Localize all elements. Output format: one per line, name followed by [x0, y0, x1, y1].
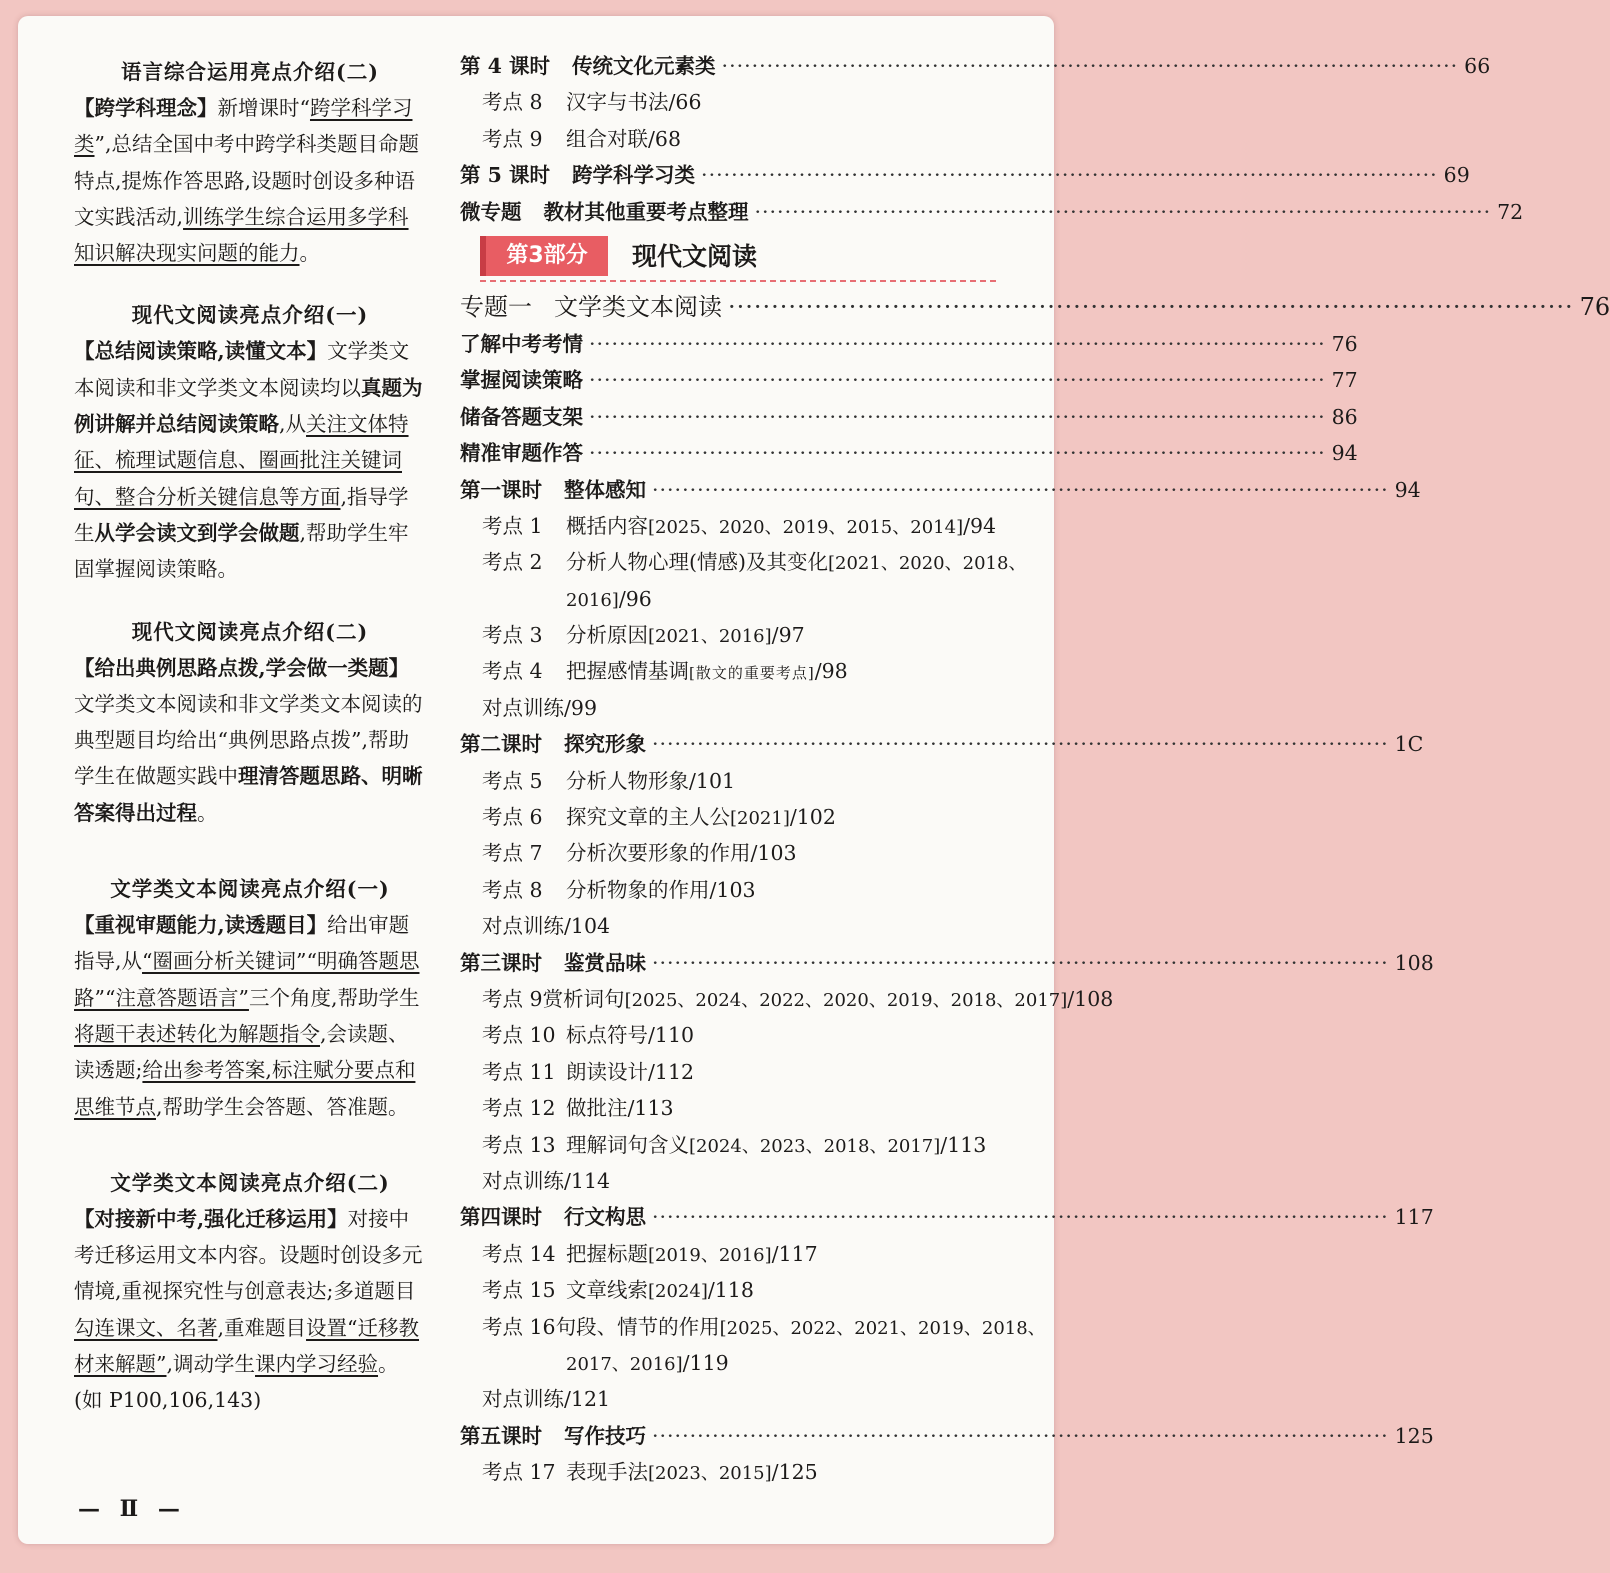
paragraph-text: 理清答题思路、明晰答案得出过程: [74, 764, 423, 825]
toc-kaodian: 考点 15: [482, 1278, 556, 1303]
toc-kaodian: 考点 11: [482, 1059, 556, 1084]
highlights-column: [74, 54, 426, 1419]
toc-item-page: /113: [940, 1132, 987, 1157]
toc-label: [460, 399, 583, 435]
toc-item-title: 分析物象的作用/103: [566, 877, 756, 902]
toc-years: [2019、2016]: [648, 1244, 772, 1266]
toc-entry: [460, 194, 1524, 230]
paragraph-text: 设置“迁移教材来解题”: [74, 1315, 420, 1377]
toc-item-page: /94: [963, 513, 997, 538]
toc-lesson: 第五课时: [460, 1423, 542, 1448]
toc-topic: 教材其他重要考点整理: [543, 199, 749, 224]
toc-item-page: /117: [771, 1241, 818, 1266]
toc-label: [460, 326, 583, 362]
toc-subentry: [460, 799, 1030, 835]
toc-topic: 写作技巧: [564, 1423, 646, 1448]
toc-subentry: [460, 1454, 1030, 1490]
toc-years: 2017、2016]: [566, 1353, 683, 1375]
toc-item-title: 句段、情节的作用: [555, 1314, 720, 1339]
toc-label: [460, 945, 646, 981]
toc-kaodian: 考点 14: [482, 1241, 556, 1266]
toc-item-page: /108: [1067, 986, 1114, 1011]
toc-years: [2025、2024、2022、2020、2019、2018、2017]: [624, 989, 1068, 1011]
toc-item-title: 文章线索: [566, 1278, 648, 1303]
toc-page-number: 125: [1394, 1423, 1434, 1448]
toc-page-number: 1C: [1394, 732, 1424, 757]
paragraph-text: 关注文体特征、梳理试题信息、圈画批注关键词句、整合分析关键信息等方面: [74, 412, 409, 509]
toc-page-number: 94: [1331, 441, 1358, 466]
paragraph-text: 给出审题指导,从: [74, 913, 410, 974]
toc-subentry: [460, 690, 1030, 726]
toc-subentry: [460, 617, 1030, 653]
toc-subentry: [460, 1054, 1030, 1090]
toc-kaodian: 考点 10: [482, 1023, 556, 1048]
toc-subentry: [460, 121, 1030, 157]
toc-top-list: [460, 48, 1524, 230]
toc-kaodian: 考点 4: [482, 659, 543, 684]
toc-entry: [460, 945, 1434, 981]
toc-kaodian: 考点 12: [482, 1096, 556, 1121]
dot-leader: [589, 435, 1326, 471]
toc-item-title: 分析人物心理(情感)及其变化: [566, 550, 828, 575]
paragraph-text: ,帮助学生会答题、答准题。: [156, 1094, 409, 1119]
table-of-contents: [460, 48, 1610, 1490]
toc-subentry: [460, 653, 1030, 689]
paragraph-text: 跨学科学习类: [74, 96, 413, 157]
section-title: 现代文阅读亮点介绍(二): [131, 619, 369, 644]
toc-label: [460, 288, 722, 326]
toc-subentry: [460, 1381, 1030, 1417]
paragraph-text: 。: [197, 800, 218, 825]
toc-lesson: 第二课时: [460, 732, 542, 757]
paragraph-text: 文学类文本阅读和非文学类文本阅读均以: [74, 339, 410, 400]
toc-topic: 行文构思: [564, 1205, 646, 1230]
paragraph-text: 【跨学科理念】: [74, 96, 218, 120]
toc-kaodian: 考点 8: [482, 877, 543, 902]
section-title: 文学类文本阅读亮点介绍(一): [110, 877, 390, 902]
toc-years: 2016]: [566, 589, 619, 611]
toc-topic: 整体感知: [564, 477, 646, 502]
toc-item-page: /125: [771, 1460, 818, 1485]
toc-kaodian: 考点 13: [482, 1132, 556, 1157]
paragraph-text: 。(如 P100,106,143): [74, 1352, 399, 1413]
toc-kaodian: 考点 17: [482, 1460, 556, 1485]
paragraph-text: ,调动学生: [166, 1352, 256, 1377]
dot-leader: [652, 1418, 1389, 1454]
toc-item-title: 朗读设计/112: [566, 1059, 695, 1084]
paragraph-text: ,会读题、读透题;: [74, 1021, 409, 1083]
toc-item-title: 汉字与书法/66: [566, 90, 702, 115]
toc-subentry: [460, 1017, 1030, 1053]
toc-subentry: [460, 581, 1030, 617]
dot-leader: [722, 48, 1459, 84]
paragraph-text: 将题干表述转化为解题指令: [74, 1021, 320, 1046]
toc-page-number: 69: [1443, 163, 1470, 188]
toc-entry: [460, 726, 1424, 762]
toc-topic: 探究形象: [564, 732, 646, 757]
toc-item-title: 赏析词句: [542, 986, 625, 1011]
toc-entry: [460, 362, 1358, 398]
toc-lesson: 第四课时: [460, 1205, 542, 1230]
toc-kaodian: 考点 2: [482, 550, 543, 575]
toc-subentry: [460, 1272, 1030, 1308]
toc-item-title: 把握感情基调: [566, 659, 689, 684]
toc-kaodian: 考点 5: [482, 768, 543, 793]
toc-item-title: 表现手法: [566, 1460, 648, 1485]
toc-years: [2021、2020、2018、: [828, 553, 1027, 575]
toc-item-title: 对点训练/104: [482, 914, 611, 939]
toc-kaodian: 考点 8: [482, 90, 543, 115]
paragraph-text: 给出参考答案,标注赋分要点和思维节点: [74, 1058, 416, 1119]
paragraph-text: 【给出典例思路点拨,学会做一类题】: [74, 655, 410, 680]
section-paragraph: [74, 907, 426, 1125]
toc-page-number: 76: [1331, 331, 1358, 356]
toc-kaodian: 考点 3: [482, 623, 543, 648]
toc-years: [2024、2023、2018、2017]: [689, 1135, 941, 1157]
toc-entry: [460, 472, 1421, 508]
toc-subentry: [460, 1345, 1030, 1381]
paragraph-text: ,重难题目: [217, 1315, 307, 1340]
toc-page-number: 86: [1331, 404, 1358, 429]
dot-leader: [589, 399, 1326, 435]
paragraph-text: 勾连课文、名著: [74, 1315, 218, 1340]
toc-topic: 传统文化元素类: [572, 54, 716, 78]
paragraph-text: 文学类文本阅读和非文学类文本阅读的典型题目均给出“典例思路点拨”,帮助学生在做题实践中: [74, 691, 423, 789]
paragraph-text: 对接中考迁移运用文本内容。设题时创设多元情境,重视探究性与创意表达;多道题目: [74, 1206, 423, 1304]
toc-lesson: 第三课时: [460, 950, 542, 975]
toc-subentry: [460, 1090, 1030, 1126]
toc-item-title: 理解词句含义: [566, 1132, 689, 1157]
dot-leader: [589, 362, 1326, 398]
dot-leader: [652, 1199, 1389, 1235]
toc-subentry: [460, 981, 1114, 1017]
toc-label: [460, 435, 583, 471]
toc-item-title: 做批注/113: [566, 1096, 674, 1121]
toc-lesson: 精准审题作答: [460, 441, 583, 466]
section-paragraph: [74, 650, 426, 831]
toc-page-number: 72: [1497, 199, 1524, 224]
paragraph-text: ,从: [279, 412, 307, 437]
toc-page-number: 76: [1579, 292, 1610, 321]
toc-subentry: [460, 872, 1030, 908]
toc-item-title: 分析人物形象/101: [566, 768, 736, 793]
toc-subentry: [460, 1309, 1046, 1345]
toc-item-page: /119: [682, 1350, 729, 1375]
toc-subentry: [460, 1163, 1030, 1199]
dot-leader: [589, 326, 1326, 362]
paragraph-text: 【重视审题能力,读透题目】: [74, 913, 328, 938]
toc-item-title: 对点训练/114: [482, 1168, 611, 1193]
toc-lesson: 专题一: [460, 292, 532, 321]
toc-page-number: 108: [1394, 950, 1434, 975]
document-page: [18, 16, 1610, 1544]
toc-lesson: 储备答题支架: [460, 404, 583, 429]
toc-item-page: /118: [707, 1278, 754, 1303]
section-title: 现代文阅读亮点介绍(一): [131, 303, 369, 328]
toc-years: [2025、2022、2021、2019、2018、: [719, 1317, 1046, 1339]
toc-item-title: 组合对联/68: [566, 126, 681, 151]
toc-lesson: 微专题: [460, 199, 522, 224]
toc-lesson: 第 4 课时: [460, 54, 551, 78]
toc-kaodian: 考点 1: [482, 513, 543, 538]
toc-subentry: [460, 544, 1030, 580]
toc-entry: [460, 435, 1358, 471]
toc-subentry: [460, 508, 1030, 544]
part-badge: 第3部分: [480, 236, 608, 276]
toc-label: [460, 472, 646, 508]
toc-subentry: [460, 908, 1030, 944]
toc-years: [2024]: [648, 1281, 708, 1303]
toc-topic: 鉴赏品味: [564, 950, 646, 975]
toc-entry: [460, 157, 1470, 193]
dot-leader: [652, 726, 1389, 762]
toc-item-title: 把握标题: [566, 1241, 648, 1266]
toc-item-page: /97: [771, 623, 805, 648]
toc-entry: [460, 326, 1358, 362]
paragraph-text: 。: [299, 241, 320, 266]
paragraph-text: ,帮助学生牢固掌握阅读策略。: [74, 520, 409, 582]
toc-label: [460, 1418, 646, 1454]
paragraph-text: ,指导学生: [74, 484, 409, 545]
toc-years: [2021]: [730, 808, 790, 830]
toc-page-number: 117: [1394, 1205, 1434, 1230]
toc-subentry: [460, 763, 1030, 799]
paragraph-text: “圈画分析关键词”“明确答题思路”“注意答题语言”: [74, 949, 420, 1010]
part-header: [460, 232, 1030, 282]
toc-kaodian: 考点 9: [482, 126, 543, 151]
section-paragraph: [74, 90, 426, 271]
toc-item-page: /98: [814, 659, 848, 684]
dot-leader: [728, 288, 1574, 326]
section-paragraph: [74, 1201, 426, 1419]
toc-item-title: 标点符号/110: [566, 1023, 695, 1048]
toc-list: [460, 288, 1610, 1491]
toc-subentry: [460, 84, 1030, 120]
toc-label: [460, 157, 695, 193]
toc-page-number: 77: [1331, 368, 1358, 393]
toc-label: [460, 194, 749, 230]
toc-topic: 跨学科学习类: [572, 163, 696, 188]
toc-page-number: 66: [1464, 54, 1491, 78]
toc-entry: [460, 48, 1491, 84]
toc-item-title: 分析次要形象的作用/103: [566, 841, 797, 866]
paragraph-text: ”,总结全国中考中跨学科类题目命题特点,提炼作答思路,设题时创设多种语文实践活动,: [74, 132, 419, 229]
toc-subentry: [460, 1127, 1030, 1163]
paragraph-text: 新增课时“: [217, 96, 310, 120]
toc-label: [460, 48, 716, 84]
toc-subentry: [460, 835, 1030, 871]
part-title: 现代文阅读: [632, 241, 758, 271]
toc-kaodian: 考点 16: [482, 1314, 556, 1339]
toc-lesson: 掌握阅读策略: [460, 368, 583, 393]
toc-item-title: 对点训练/99: [482, 695, 597, 720]
toc-kaodian: 考点 6: [482, 805, 543, 830]
paragraph-text: 训练学生综合运用多学科知识解决现实问题的能力: [74, 204, 409, 266]
toc-label: [460, 1199, 646, 1235]
dot-leader: [652, 945, 1389, 981]
toc-years: [2021、2016]: [648, 626, 772, 648]
section-paragraph: [74, 333, 426, 587]
toc-note: [散文的重要考点]: [689, 664, 815, 683]
dot-leader: [652, 472, 1389, 508]
section-title: 文学类文本阅读亮点介绍(二): [110, 1170, 390, 1195]
paragraph-text: 课内学习经验: [255, 1352, 379, 1377]
dot-leader: [701, 157, 1438, 193]
toc-item-page: /102: [789, 805, 836, 830]
section-title: 语言综合运用亮点介绍(二): [121, 60, 379, 84]
toc-item-title: 分析原因: [566, 623, 648, 648]
page-number: — Ⅱ —: [78, 1496, 186, 1522]
toc-item-title: 对点训练/121: [482, 1387, 611, 1412]
toc-item-page: /96: [618, 586, 652, 611]
toc-entry: [460, 1199, 1434, 1235]
toc-label: [460, 726, 646, 762]
paragraph-text: 【对接新中考,强化迁移运用】: [74, 1206, 348, 1231]
toc-entry: [460, 399, 1358, 435]
toc-lesson: 了解中考考情: [460, 331, 583, 356]
toc-kaodian: 考点 7: [482, 841, 543, 866]
toc-label: [460, 362, 583, 398]
toc-kaodian: 考点 9: [482, 986, 543, 1011]
dot-leader: [755, 194, 1492, 230]
toc-page-number: 94: [1394, 477, 1421, 502]
toc-years: [2023、2015]: [648, 1463, 772, 1485]
toc-subentry: [460, 1236, 1030, 1272]
toc-topic: 文学类文本阅读: [554, 292, 722, 321]
paragraph-text: 【总结阅读策略,读懂文本】: [74, 339, 328, 364]
toc-entry: [460, 288, 1610, 326]
toc-lesson: 第 5 课时: [460, 163, 551, 188]
paragraph-text: 三个角度,帮助学生: [248, 985, 420, 1010]
toc-entry: [460, 1418, 1434, 1454]
paragraph-text: 真题为例讲解并总结阅读策略: [74, 375, 423, 437]
toc-years: [2025、2020、2019、2015、2014]: [648, 516, 964, 538]
toc-lesson: 第一课时: [460, 477, 542, 502]
toc-item-title: 探究文章的主人公: [566, 805, 730, 830]
part-divider: [480, 280, 996, 282]
toc-item-title: 概括内容: [566, 513, 648, 538]
paragraph-text: 从学会读文到学会做题: [94, 520, 300, 545]
